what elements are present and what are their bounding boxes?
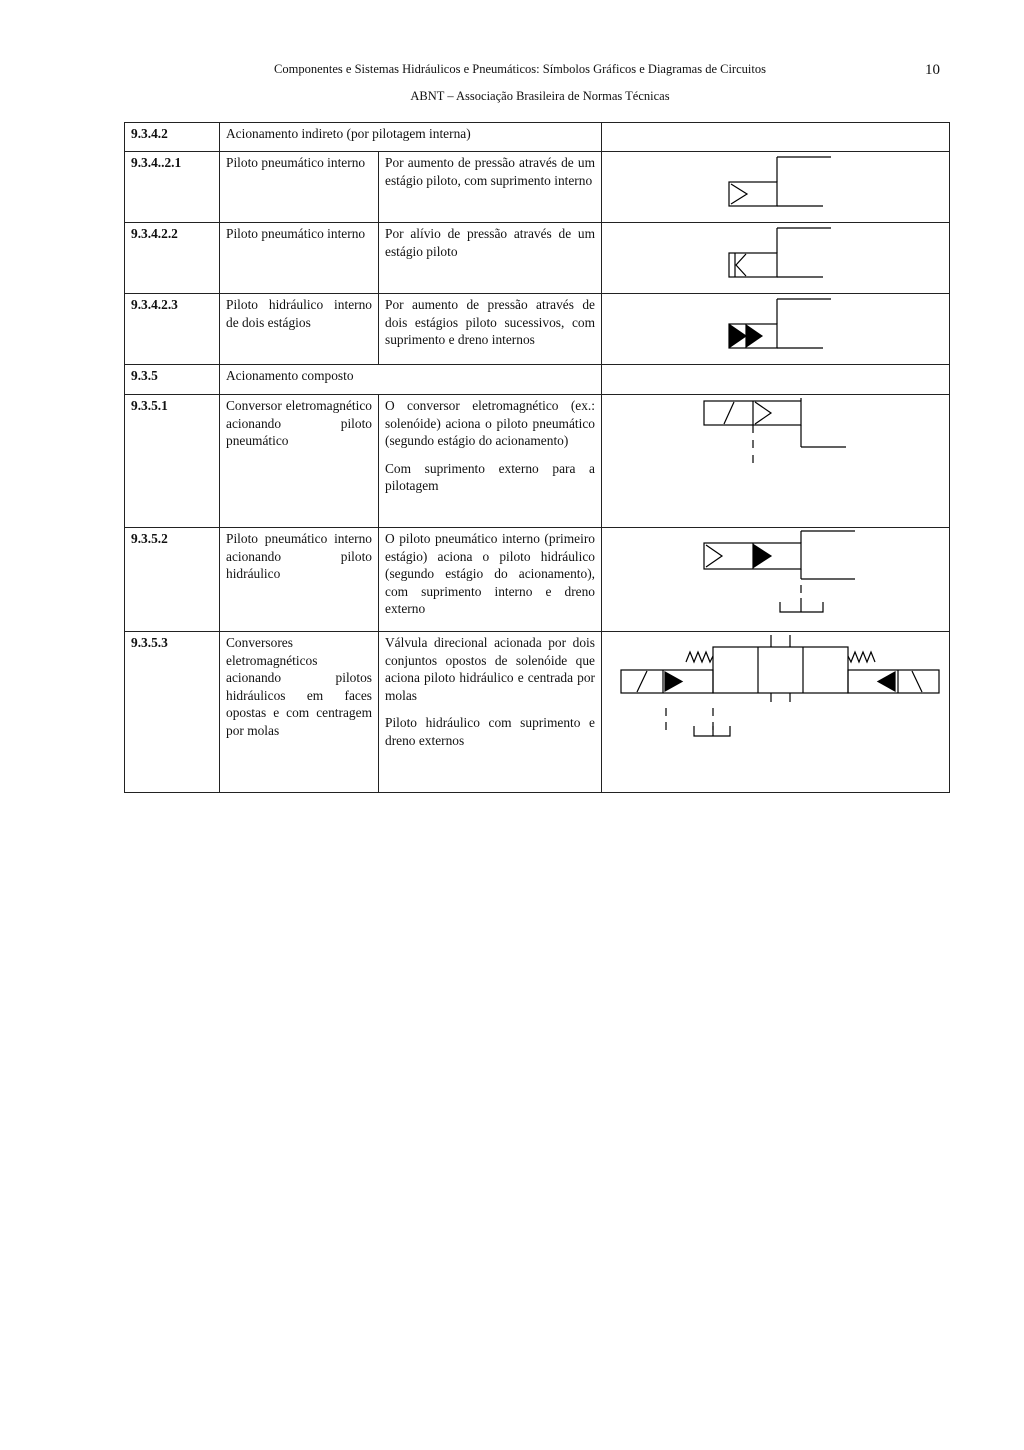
item-name: Piloto pneumático interno: [220, 152, 379, 223]
symbol-cell: [602, 152, 950, 223]
item-name: Piloto hidráulico interno de dois estágios: [220, 294, 379, 365]
item-code: 9.3.4..2.1: [125, 152, 220, 223]
item-name: Piloto pneumático interno acionando piloto hidráulico: [220, 528, 379, 632]
table-row: [125, 123, 950, 152]
page-number: 10: [925, 62, 940, 78]
item-code: 9.3.5: [125, 365, 220, 395]
item-description: Por alívio de pressão através de um estágio piloto: [379, 223, 602, 294]
organization-name: ABNT – Associação Brasileira de Normas Técnicas: [410, 89, 670, 103]
item-name: Conversores eletromagnéticos acionando pilotos hidráulicos em faces opostas e com centragem por molas: [220, 632, 379, 793]
section-title: Acionamento indireto (por pilotagem interna): [220, 123, 602, 152]
internal-pneumatic-pilot-relief-symbol: [608, 225, 954, 290]
spring-centred-directional-valve-symbol: [608, 634, 954, 789]
description-paragraph: Piloto hidráulico com suprimento e dreno externos: [385, 715, 595, 748]
internal-pneumatic-pilot-pressure-symbol: [608, 154, 954, 219]
table-row: [125, 152, 950, 223]
item-code: 9.3.5.1: [125, 395, 220, 528]
symbol-cell: [602, 123, 950, 152]
symbols-table: [124, 122, 950, 793]
item-description: Por aumento de pressão através de dois estágios piloto sucessivos, com suprimento e dreno internos: [379, 294, 602, 365]
item-description: O piloto pneumático interno (primeiro estágio) aciona o piloto hidráulico (segundo estágio do acionamento), com suprimento interno e dreno externo: [379, 528, 602, 632]
description-paragraph: Com suprimento externo para a pilotagem: [385, 460, 595, 493]
pneumatic-hydraulic-pilot-symbol: [608, 530, 954, 628]
table-row: [125, 528, 950, 632]
item-code: 9.3.4.2: [125, 123, 220, 152]
table-row: [125, 632, 950, 793]
symbol-cell: [602, 294, 950, 365]
description-paragraph: O conversor eletromagnético (ex.: solenóide) aciona o piloto pneumático (segundo estágio do acionamento): [385, 398, 595, 448]
symbol-cell: [602, 223, 950, 294]
table-row: [125, 365, 950, 395]
item-code: 9.3.4.2.3: [125, 294, 220, 365]
table-row: [125, 223, 950, 294]
solenoid-pneumatic-pilot-symbol: [608, 397, 954, 524]
table-row: [125, 294, 950, 365]
description-paragraph: Válvula direcional acionada por dois conjuntos opostos de solenóide que aciona piloto hidráulico e centrada por molas: [385, 635, 595, 703]
two-stage-hydraulic-pilot-symbol: [608, 296, 954, 361]
item-description: Por aumento de pressão através de um estágio piloto, com suprimento interno: [379, 152, 602, 223]
symbol-cell: [602, 632, 950, 793]
table-row: [125, 395, 950, 528]
item-code: 9.3.5.3: [125, 632, 220, 793]
item-description: [379, 632, 602, 793]
item-name: Conversor eletromagnético acionando piloto pneumático: [220, 395, 379, 528]
item-description: [379, 395, 602, 528]
section-title: Acionamento composto: [220, 365, 602, 395]
item-name: Piloto pneumático interno: [220, 223, 379, 294]
item-code: 9.3.4.2.2: [125, 223, 220, 294]
document-title: Componentes e Sistemas Hidráulicos e Pneumáticos: Símbolos Gráficos e Diagramas de Circuitos: [274, 62, 766, 76]
symbol-cell: [602, 395, 950, 528]
symbol-cell: [602, 528, 950, 632]
item-code: 9.3.5.2: [125, 528, 220, 632]
symbol-cell: [602, 365, 950, 395]
